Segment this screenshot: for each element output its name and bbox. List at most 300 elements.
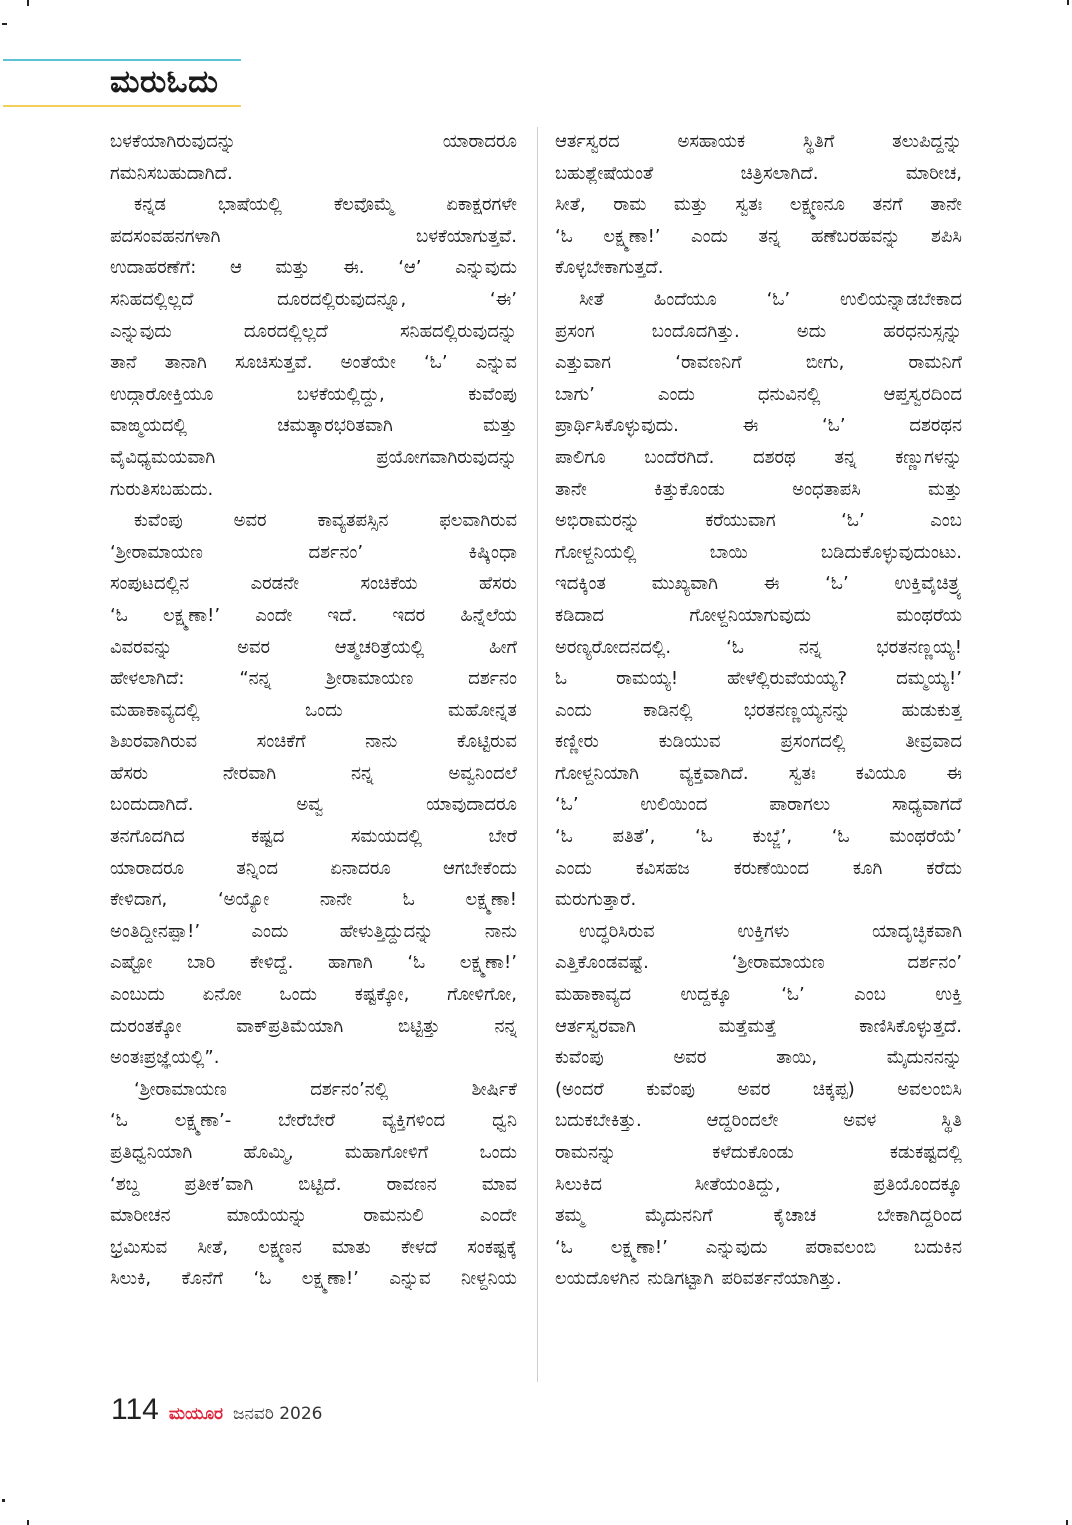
text-line — [110, 821, 517, 853]
word: ಇದೆ. — [327, 604, 358, 626]
text-line — [555, 410, 962, 442]
word: ಹುಡುಕುತ್ತ — [901, 699, 962, 721]
word: ಕುವೆಂಪು — [134, 510, 183, 532]
word: ಕುವೆಂಪು — [555, 1047, 604, 1069]
word: ಪಾರಾಗಲು — [769, 794, 831, 816]
text-line — [110, 726, 517, 758]
word: ಯಾರಾದರೂ — [442, 131, 517, 152]
word: ಒಂದು — [479, 1142, 517, 1163]
word: ‘ಶಬ್ದ — [110, 1173, 140, 1195]
text-line — [110, 347, 517, 379]
word: ಹರಧನುಸ್ಸನ್ನು — [883, 320, 962, 342]
word: ದರ್ಶನಂ’ನಲ್ಲಿ — [310, 1078, 389, 1100]
text-line — [110, 1232, 517, 1264]
word: ಅದು — [796, 320, 827, 342]
word: ತಾನೇ — [555, 478, 587, 500]
word: ಲಕ್ಷ್ಮಣಾ!’ — [459, 952, 517, 974]
word: ಆದ್ದರಿಂದಲೇ — [706, 1110, 779, 1132]
word: ಒಂದು — [305, 699, 343, 721]
word: ಅವರ — [233, 510, 267, 532]
word: ವ್ಯಕ್ತಿಗಳಿಂದ — [382, 1110, 446, 1132]
word: ಸಮಯದಲ್ಲಿ — [350, 826, 423, 848]
word: ‘ಓ’ — [555, 794, 579, 816]
word: ಲಕ್ಷ್ಮಣಾ! — [465, 889, 517, 911]
word: ದೂರದಲ್ಲಿಲ್ಲದೆ — [243, 320, 328, 342]
word: ಕುಬ್ಜೆ’, — [752, 826, 793, 848]
text-line — [110, 474, 517, 506]
word: ಹಿನ್ನೆಲೆಯ — [460, 604, 517, 626]
text-line — [555, 221, 962, 253]
word: ನನ್ನ — [798, 636, 822, 658]
issue-date: ಜನವರಿ 2026 — [233, 1404, 323, 1424]
crop-mark-left-upper — [2, 23, 7, 25]
word: ಇದರ — [392, 604, 426, 626]
word: ಮೈದುನನಿಗೆ — [645, 1205, 713, 1227]
word: ದಮ್ಮಯ್ಯ!’ — [896, 668, 962, 690]
word: ಮತ್ತು — [483, 415, 517, 437]
word: ನೀಳ್ದನಿಯ — [461, 1268, 517, 1290]
word: ಉಲಿಯನ್ನಾಡಬೇಕಾದ — [840, 288, 962, 310]
word: ಗೋಳ್ದನಿಯಾಗುವುದು — [689, 604, 812, 626]
word: ಭ್ರಮಿಸುವ — [110, 1236, 168, 1258]
text-line — [110, 663, 517, 695]
word: ಕವಿಸಹಜ — [635, 857, 690, 879]
word: ಕನ್ನಡ — [134, 194, 167, 216]
word: ಹೆಸರು — [478, 573, 517, 595]
word: ಕೊನೆಗೆ — [181, 1268, 224, 1290]
word: ಕೊಟ್ಟಿರುವ — [456, 731, 517, 753]
word: ರಾಮ — [613, 194, 647, 216]
word: ತನಗೆ — [872, 194, 903, 216]
word: ಕೇಳಿದ್ದೆ. — [249, 952, 294, 974]
text-line — [110, 379, 517, 411]
text-line — [555, 252, 962, 284]
word: ಪಾಲಿಗೂ — [555, 446, 606, 468]
word: ಯಾದೃಚ್ಛಿಕವಾಗಿ — [872, 920, 962, 942]
word: ರಾಮನಿಗೆ — [908, 352, 962, 374]
word: ಶಿಖರವಾಗಿರುವ — [110, 731, 198, 753]
word: ಇದಕ್ಕಿಂತ — [555, 573, 606, 595]
word: ಬಳಕೆಯಲ್ಲಿದ್ದು, — [296, 383, 385, 405]
word: ತಾನೆ — [110, 352, 137, 374]
word: ಗೋಳ್ದನಿಯಾಗಿ — [555, 762, 640, 784]
word: ಉದಾಹರಣೆಗೆ: — [110, 257, 197, 279]
word: ಬಳಕೆಯಾಗಿರುವುದನ್ನು — [110, 131, 236, 152]
word: ಬೇರೆಬೇರೆ — [278, 1110, 336, 1132]
word: ಮರುಗುತ್ತಾರೆ. — [555, 889, 637, 911]
word: ಮಹಾಕಾವ್ಯದಲ್ಲಿ — [110, 699, 200, 721]
word: ‘ಓ — [695, 826, 713, 848]
crop-mark-bottom-right — [1066, 1520, 1068, 1525]
word: ಸಂಕಷ್ಟಕ್ಕೆ — [467, 1236, 517, 1258]
word: ಓ — [555, 668, 568, 690]
word: ಪರಿವರ್ತನೆಯಾಗಿತ್ತು. — [721, 1268, 842, 1290]
word: ಕೇಳದೆ — [400, 1236, 438, 1258]
text-line — [110, 442, 517, 474]
word: “ನನ್ನ — [239, 668, 272, 690]
word: ವಿವರವನ್ನು — [110, 636, 173, 658]
word: ಹೇಳುತ್ತಿದ್ದುದನ್ನು — [339, 920, 434, 942]
text-line — [555, 695, 962, 727]
word: ತನ್ನ — [758, 225, 781, 247]
word: ತನ್ನಿಂದ — [236, 857, 278, 879]
word: ಉಕ್ತಿವೈಚಿತ್ರ್ಯ — [894, 573, 962, 595]
word: ಲಕ್ಷ್ಮಣಾ!’ — [301, 1268, 359, 1290]
word: ಗಮನಿಸಬಹುದಾಗಿದೆ. — [110, 162, 233, 184]
word: ಎನ್ನುವ — [389, 1268, 431, 1290]
word: ಅವರ — [673, 1047, 707, 1069]
word: ಕುಡಿಯುವ — [658, 731, 721, 753]
text-line — [555, 158, 962, 190]
word: ಧ್ವನಿ — [492, 1110, 517, 1132]
word: ಆರ್ತಸ್ವರವಾಗಿ — [555, 1015, 636, 1037]
word: ಲಕ್ಷ್ಮಣಾ!’ — [603, 225, 661, 247]
word: ಎಂಬುದು — [110, 984, 165, 1006]
word: ನುಡಿಗಟ್ಟಾಗಿ — [647, 1268, 714, 1290]
word: ಎನ್ನುವುದು — [110, 320, 172, 342]
text-line — [555, 789, 962, 821]
word: ‘ಓ’ — [841, 510, 865, 532]
word: ಅವರ — [737, 1078, 771, 1100]
word: ಪದಸಂವಹನಗಳಾಗಿ — [110, 225, 221, 247]
text-line — [555, 347, 962, 379]
text-line — [110, 568, 517, 600]
word: ಆಪ್ತಸ್ವರದಿಂದ — [883, 383, 962, 405]
text-line — [555, 1232, 962, 1264]
word: ರಾಮಯ್ಯ! — [616, 668, 679, 690]
word: ಉದ್ಗಾರೋಕ್ತಿಯೂ — [110, 383, 214, 405]
word: ನನ್ನ — [350, 762, 374, 784]
word: ಎಂದು — [691, 225, 728, 247]
word: ಸನಿಹದಲ್ಲಿರುವುದನ್ನು — [400, 320, 517, 342]
page-number: 114 — [111, 1393, 159, 1426]
word: ರಾಮನುಲಿ — [363, 1205, 424, 1227]
text-line — [555, 1169, 962, 1201]
text-line — [555, 316, 962, 348]
word: ಚಿತ್ರಿಸಲಾಗಿದೆ. — [740, 162, 819, 184]
word: ಸೀತೆ, — [197, 1236, 229, 1258]
text-line — [110, 600, 517, 632]
word: ಎನ್ನುವುದು — [455, 257, 517, 279]
word: ಯಾವುದಾದರೂ — [426, 794, 517, 816]
word: ಎಂಬ — [854, 984, 886, 1006]
word: ಎನ್ನುವುದು — [705, 1236, 768, 1258]
text-line — [110, 221, 517, 253]
word: ಕಾವ್ಯತಪಸ್ಸಿನ — [317, 510, 389, 532]
text-line — [110, 537, 517, 569]
text-line — [555, 537, 962, 569]
word: ಪ್ರತೀಕ’ವಾಗಿ — [184, 1173, 254, 1195]
word: ಕಷ್ಟದ — [251, 826, 285, 848]
text-line — [555, 1105, 962, 1137]
word: ‘ಓ’ — [825, 573, 849, 595]
word: ಸ್ಥಿತಿಗೆ — [802, 131, 835, 152]
word: ಗೋಳ್ದನಿಯಲ್ಲಿ — [555, 541, 637, 563]
word: ಲಕ್ಷ್ಮಣಾ!’ — [162, 604, 221, 626]
word: ಎಂದು — [555, 699, 592, 721]
word: ಮಾತು — [332, 1236, 371, 1258]
word: ಕಣ್ಣೀರು — [555, 731, 599, 753]
word: ಶೀರ್ಷಿಕೆ — [471, 1078, 517, 1100]
word: ‘ಶ್ರೀರಾಮಾಯಣ — [731, 952, 825, 974]
word: ‘ಓ’ — [766, 288, 791, 310]
word: ಶ್ರೀರಾಮಾಯಣ — [326, 668, 414, 690]
word: ‘ಓ — [555, 1236, 573, 1258]
word: ಅಂತಿದ್ದೀನಪ್ಪಾ!’ — [110, 920, 201, 942]
word: ರಾಮನನ್ನು — [555, 1142, 617, 1163]
word: ಭರತನಣ್ಣಯ್ಯ! — [876, 636, 962, 658]
word: ಸಿಲುಕಿದ — [555, 1173, 602, 1195]
word: ಅಂತೆಯೇ — [340, 352, 396, 374]
word: ವ್ಯಕ್ತವಾಗಿದೆ. — [679, 762, 749, 784]
text-line — [110, 126, 517, 158]
word: ಮತ್ತು — [928, 478, 962, 500]
word: ಅಂತಃಪ್ರಜ್ಞೆಯಲ್ಲಿ”. — [110, 1047, 220, 1069]
text-line — [555, 663, 962, 695]
word: (ಅಂದರೆ — [555, 1078, 604, 1100]
word: ದರ್ಶನಂ — [468, 668, 517, 690]
word: ‘ಓ’ — [424, 352, 448, 374]
text-line — [110, 316, 517, 348]
word: ಒಂದು — [279, 984, 317, 1006]
word: ಮತ್ತು — [275, 257, 310, 279]
word: ಪತಿತೆ’, — [612, 826, 656, 848]
word: ಎಂದೇ — [255, 604, 293, 626]
word: ಲಕ್ಷ್ಮಣನ — [258, 1236, 302, 1258]
word: ಮಾರೀಚ, — [905, 162, 962, 184]
word: ಹಿಂದೆಯೂ — [653, 288, 717, 310]
word: ಬೀಗು, — [805, 352, 845, 374]
word: ನಾನೇ — [319, 889, 353, 911]
word: ದರ್ಶನಂ’ — [308, 541, 364, 563]
word: ಅವ್ವ — [296, 794, 324, 816]
text-line — [110, 189, 517, 221]
word: ತನಗೊದಗಿದ — [110, 826, 185, 848]
word: ‘ಓ — [110, 1110, 128, 1132]
word: ಕಳೆದುಕೊಂಡು — [712, 1142, 794, 1163]
word: ತನ್ನ — [834, 446, 857, 468]
word: ಬಳಕೆಯಾಗುತ್ತವೆ. — [416, 225, 517, 247]
word: ಆ — [229, 257, 242, 279]
text-line — [110, 695, 517, 727]
word: ಮಹೋನ್ನತ — [448, 699, 517, 721]
word: ಪ್ರಸಂಗದಲ್ಲಿ — [780, 731, 846, 753]
text-line — [110, 1169, 517, 1201]
word: ಕೊಳ್ಳಬೇಕಾಗುತ್ತದೆ. — [555, 257, 664, 279]
word: ಉದ್ಧರಿಸಿರುವ — [579, 920, 655, 942]
word: ಪ್ರತಿಧ್ವನಿಯಾಗಿ — [110, 1142, 193, 1163]
text-line — [555, 1200, 962, 1232]
word: ಉದ್ದಕ್ಕೂ — [680, 984, 732, 1006]
word: ಕೆಲವೊಮ್ಮೆ — [333, 194, 395, 216]
word: ಪ್ರಸಂಗ — [555, 320, 595, 342]
word: ಕಡಿದಾದ — [555, 604, 605, 626]
word: ಎತ್ತುವಾಗ — [555, 352, 611, 374]
word: ‘ಶ್ರೀರಾಮಾಯಣ — [134, 1078, 227, 1100]
word: ಬಾಗು’ — [555, 383, 595, 405]
word: ಆರ್ತಸ್ವರದ — [555, 131, 620, 152]
word: ‘ಓ — [555, 826, 573, 848]
word: ನೇರವಾಗಿ — [222, 762, 277, 784]
word: ತೀವ್ರವಾದ — [905, 731, 962, 753]
word: ದುರಂತಕ್ಕೋ — [110, 1015, 182, 1037]
crop-mark-top-left — [27, 0, 29, 6]
word: ಮಾವ — [481, 1173, 517, 1195]
word: ಮತ್ತು — [673, 194, 708, 216]
word: ಮಂಥರೆಯೆ’ — [889, 826, 962, 848]
header-rule-top — [3, 59, 241, 61]
word: ದಶರಥನ — [909, 415, 962, 437]
text-line — [110, 758, 517, 790]
word: ಬಂದೊದಗಿತ್ತು. — [651, 320, 740, 342]
text-line — [110, 884, 517, 916]
text-line — [110, 1200, 517, 1232]
word: ಆತ್ಮಚರಿತ್ರೆಯಲ್ಲಿ — [334, 636, 425, 658]
word: ಎತ್ತಿಕೊಂಡವಷ್ಟೆ. — [555, 952, 649, 974]
word: ಎರಡನೇ — [250, 573, 300, 595]
word: ಏನಾದರೂ — [330, 857, 391, 879]
word: ‘ಈ’ — [489, 288, 517, 310]
word: ಭಾಷೆಯಲ್ಲಿ — [218, 194, 282, 216]
word: ಪರಾವಲಂಬಿ — [805, 1236, 877, 1258]
text-line — [555, 1042, 962, 1074]
word: ನಾನು — [365, 731, 398, 753]
text-line — [555, 979, 962, 1011]
word: ಸ್ಥಿತಿ — [941, 1110, 962, 1132]
word: ಹಣೆಬರಹವನ್ನು — [810, 225, 901, 247]
text-line — [110, 853, 517, 885]
word: ಸಂಚಿಕೆಗೆ — [256, 731, 306, 753]
word: ಹೀಗೆ — [488, 636, 517, 658]
word: ಕಡುಕಷ್ಟದಲ್ಲಿ — [889, 1142, 962, 1163]
word: ಸಾಧ್ಯವಾಗದೆ — [891, 794, 962, 816]
text-line — [555, 916, 962, 948]
text-line — [555, 758, 962, 790]
word: ಪ್ರಯೋಗವಾಗಿರುವುದನ್ನು — [376, 446, 517, 468]
word: ಮಹಾಗೋಳಿಗೆ — [344, 1142, 429, 1163]
word: ಏನೋ — [202, 984, 242, 1006]
word: ಕರುಣೆಯಿಂದ — [733, 857, 809, 879]
word: ಆಗಬೇಕೆಂದು — [443, 857, 517, 879]
article-column-left — [110, 126, 517, 1295]
word: ಹೆಸರು — [110, 762, 148, 784]
word: ಕೈಚಾಚ — [773, 1205, 817, 1227]
word: ಈ — [946, 762, 962, 784]
word: ಎಂದು — [251, 920, 289, 942]
word: ಸೀತೆಯಂತಿದ್ದು, — [694, 1173, 781, 1195]
text-line — [110, 1263, 517, 1295]
word: ದರ್ಶನಂ’ — [907, 952, 962, 974]
word: ಕಾಡಿನಲ್ಲಿ — [643, 699, 693, 721]
word: ಸಿಲುಕಿ, — [110, 1268, 152, 1290]
word: ಬಾರಿ — [187, 952, 216, 974]
text-line — [555, 853, 962, 885]
word: ‘ಓ’ — [781, 984, 805, 1006]
word: ಯಾರಾದರೂ — [110, 857, 185, 879]
text-line — [110, 916, 517, 948]
word: ಮಾಯೆಯನ್ನು — [226, 1205, 308, 1227]
word: ಎಷ್ಟೋ — [110, 952, 153, 974]
word: ಎಂದೇ — [479, 1205, 517, 1227]
word: ಕಿಷ್ಕಿಂಧಾ — [468, 541, 517, 563]
word: ನನ್ನ — [494, 1015, 517, 1037]
word: ಸನಿಹದಲ್ಲಿಲ್ಲದೆ — [110, 288, 194, 310]
word: ಕೇಳಿದಾಗ, — [110, 889, 168, 911]
word: ಅಸಹಾಯಕ — [677, 131, 746, 152]
header-rule-bottom — [3, 105, 241, 107]
word: ಸಂಪುಟದಲ್ಲಿನ — [110, 573, 190, 595]
word: ಅರಣ್ಯರೋದನದಲ್ಲಿ. — [555, 636, 672, 658]
word: ಬೇರೆ — [488, 826, 517, 848]
word: ಕಣ್ಣುಗಳನ್ನು — [895, 446, 962, 468]
word: ಮತ್ತೆಮತ್ತೆ — [718, 1015, 777, 1037]
text-line — [110, 947, 517, 979]
text-line — [555, 442, 962, 474]
word: ವಾಙ್ಮಯದಲ್ಲಿ — [110, 415, 187, 437]
word: ಧನುವಿನಲ್ಲಿ — [757, 383, 821, 405]
text-line — [110, 1137, 517, 1169]
word: ಬಿಟ್ಟಿತ್ತು — [397, 1015, 440, 1037]
word: ನಾನು — [484, 920, 517, 942]
word: ಕವಿಯೂ — [855, 762, 907, 784]
word: ಹೇಳಲಾಗಿದೆ: — [110, 668, 185, 690]
word: ಮುಖ್ಯವಾಗಿ — [651, 573, 718, 595]
text-line — [110, 1074, 517, 1106]
word: ಅವರ — [237, 636, 271, 658]
word: ಮಹಾಕಾವ್ಯದ — [555, 984, 632, 1006]
word: ತಾಯಿ, — [776, 1047, 818, 1069]
word: ಕುವೆಂಪು — [468, 383, 517, 405]
word: ಮೈದುನನನ್ನು — [886, 1047, 962, 1069]
text-line — [110, 979, 517, 1011]
word: ಬಡಿದುಕೊಳ್ಳುವುದುಂಟು. — [820, 541, 962, 563]
word: ‘ಓ — [253, 1268, 272, 1290]
text-line — [110, 252, 517, 284]
word: ಪ್ರತಿಯೊಂದಕ್ಕೂ — [873, 1173, 962, 1195]
word: ಕಿತ್ತುಕೊಂಡು — [654, 478, 725, 500]
text-line — [110, 1042, 517, 1074]
word: ಹೊಮ್ಮಿ, — [243, 1142, 294, 1163]
section-title: ಮರುಓದು — [110, 64, 219, 100]
word: ದೂರದಲ್ಲಿರುವುದನ್ನೂ, — [277, 288, 407, 310]
word: ಪ್ರಾರ್ಥಿಸಿಕೊಳ್ಳುವುದು. — [555, 415, 679, 437]
word: ಸಂಚಿಕೆಯ — [360, 573, 418, 595]
text-line — [110, 1105, 517, 1137]
text-line — [555, 568, 962, 600]
word: ಉಕ್ತಿಗಳು — [737, 920, 790, 942]
word: ಕಷ್ಟಕ್ಕೋ, — [354, 984, 410, 1006]
text-line — [110, 505, 517, 537]
word: ಈ. — [343, 257, 365, 279]
word: ಬಿಟ್ಟಿದೆ. — [298, 1173, 342, 1195]
text-line — [555, 600, 962, 632]
word: ಶಪಿಸಿ — [931, 225, 962, 247]
word: ಕುವೆಂಪು — [646, 1078, 695, 1100]
word: ಭರತನಣ್ಣಯ್ಯನನ್ನು — [743, 699, 851, 721]
word: ವೈವಿಧ್ಯಮಯವಾಗಿ — [110, 446, 216, 468]
text-line — [555, 884, 962, 916]
word: ಎಂದು — [555, 857, 592, 879]
word: ಕರೆದು — [926, 857, 962, 879]
word: ಮಾರೀಚನ — [110, 1205, 171, 1227]
word: ಎನ್ನುವ — [475, 352, 517, 374]
word: ಚಿಕ್ಕಪ್ಪ) — [812, 1078, 855, 1100]
word: ಸೀತೆ — [579, 288, 605, 310]
word: ಲಕ್ಷ್ಮಣನೂ — [789, 194, 845, 216]
word: ‘ಓ — [555, 225, 573, 247]
text-line — [110, 1011, 517, 1043]
text-line — [555, 1137, 962, 1169]
